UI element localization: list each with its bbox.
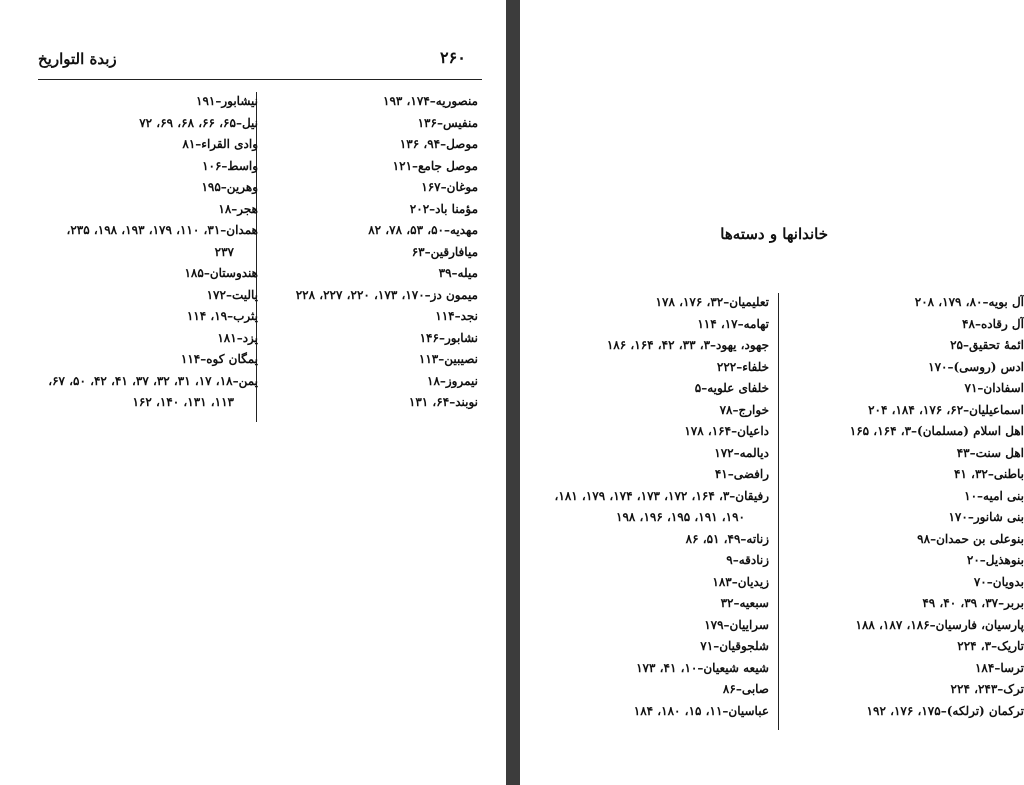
index-entry: خلفاء–۲۲۲: [716, 359, 769, 374]
index-entry: اسفادان–۷۱: [964, 381, 1024, 395]
index-entry: زنادقه–۹: [726, 553, 769, 567]
index-entry: وهرین–۱۹۵: [201, 180, 258, 194]
running-head-title: زبدة التواريخ: [38, 50, 117, 68]
index-entry: یالیت–۱۷۲: [206, 287, 258, 302]
index-entry: ادس (روسی)–۱۷۰: [928, 359, 1024, 374]
column-divider: [778, 293, 779, 730]
index-entry: نشابور–۱۴۶: [419, 330, 478, 345]
index-entry: نصیبین–۱۱۳: [418, 352, 478, 366]
index-entry: بنی امیه–۱۰: [964, 488, 1024, 503]
index-entry: نیل–۶۵، ۶۶، ۶۸، ۶۹، ۷۲: [139, 115, 258, 130]
index-entry-continuation: ۱۹۰، ۱۹۱، ۱۹۵، ۱۹۶، ۱۹۸: [616, 510, 745, 524]
index-entry: موصل–۹۴، ۱۳۶: [399, 137, 478, 151]
index-entry: زیدیان–۱۸۳: [712, 574, 769, 589]
right-page: [520, 0, 1024, 785]
index-entry: ترک–۲۴۳، ۲۲۴: [950, 682, 1024, 696]
index-entry: سبعیه–۳۲: [720, 596, 769, 610]
index-entry: میله–۳۹: [438, 266, 478, 280]
index-entry: همدان–۳۱، ۱۱۰، ۱۷۹، ۱۹۳، ۱۹۸، ۲۳۵،: [66, 223, 258, 237]
index-entry: نیشابور–۱۹۱: [196, 94, 258, 108]
index-entry: منصوریه–۱۷۴، ۱۹۳: [383, 94, 478, 108]
index-entry: واسط–۱۰۶: [202, 158, 258, 173]
index-entry: موغان–۱۶۷: [421, 180, 478, 194]
index-entry: بدویان–۷۰: [973, 574, 1024, 589]
index-entry: میمون دز–۱۷۰، ۱۷۳، ۲۲۰، ۲۲۷، ۲۲۸: [295, 287, 478, 302]
index-entry: تعلیمیان–۳۲، ۱۷۶، ۱۷۸: [655, 295, 769, 309]
index-entry: یزد–۱۸۱: [217, 330, 258, 345]
index-entry: داعیان–۱۶۴، ۱۷۸: [684, 424, 769, 438]
index-entry: نیمروز–۱۸: [427, 373, 478, 388]
index-entry: بنوهذیل–۲۰: [966, 553, 1024, 567]
index-entry: رافضی–۴۱: [714, 467, 769, 481]
index-entry: بربر–۳۷، ۳۹، ۴۰، ۴۹: [922, 596, 1024, 610]
index-entry: یمگان کوه–۱۱۴: [180, 352, 258, 366]
index-entry-continuation: ۲۳۷: [214, 244, 234, 259]
index-entry: خوارج–۷۸: [719, 402, 769, 417]
index-entry: تهامه–۱۷، ۱۱۴: [697, 316, 769, 331]
index-entry: آل بویه–۸۰، ۱۷۹، ۲۰۸: [914, 295, 1024, 309]
index-entry: هجر–۱۸: [218, 201, 258, 216]
index-entry: منفیس–۱۳۶: [417, 115, 478, 130]
index-entry: میافارقین–۶۳: [411, 244, 478, 259]
index-entry: سراییان–۱۷۹: [704, 617, 769, 632]
index-entry: بنی شانور–۱۷۰: [948, 510, 1024, 524]
index-entry: اهل سنت–۴۳: [956, 445, 1024, 460]
index-column-left: [547, 292, 769, 722]
index-entry: عباسیان–۱۱، ۱۵، ۱۸۰، ۱۸۴: [633, 703, 769, 718]
index-entry: مهدیه–۵۰، ۵۳، ۷۸، ۸۲: [368, 223, 478, 237]
index-entry: صابی–۸۶: [722, 682, 769, 696]
index-entry: اسماعیلیان–۶۲، ۱۷۶، ۱۸۴، ۲۰۴: [868, 402, 1024, 417]
index-entry: ترسا–۱۸۴: [974, 660, 1024, 675]
index-column-right: [834, 292, 1024, 722]
index-entry: ترکمان (ترلکه)–۱۷۵، ۱۷۶، ۱۹۲: [866, 703, 1024, 718]
index-entry: آل رقاده–۴۸: [962, 316, 1024, 331]
index-entry: یثرب–۱۹، ۱۱۴: [186, 309, 258, 323]
index-entry: هندوستان–۱۸۵: [184, 266, 258, 280]
index-entry: رفیقان–۳، ۱۶۴، ۱۷۲، ۱۷۳، ۱۷۴، ۱۷۹، ۱۸۱،: [554, 488, 769, 503]
index-entry: تاریک–۳، ۲۲۴: [957, 639, 1024, 653]
index-entry: زناته–۴۹، ۵۱، ۸۶: [685, 531, 769, 546]
index-column-left: [42, 91, 258, 414]
page-number: ۲۶۰: [440, 48, 466, 67]
index-entry: اهل اسلام (مسلمان)–۳، ۱۶۴، ۱۶۵: [849, 424, 1024, 438]
index-entry: جهود، یهود–۳، ۳۳، ۴۲، ۱۶۴، ۱۸۶: [606, 338, 769, 352]
index-entry: نجد–۱۱۴: [435, 309, 478, 323]
index-entry: موصل جامع–۱۲۱: [392, 158, 478, 173]
index-entry: دیالمه–۱۷۲: [714, 445, 769, 460]
index-column-right: [264, 91, 478, 414]
header-rule: [38, 79, 482, 80]
index-entry: ائمهٔ تحقیق–۲۵: [950, 338, 1024, 352]
index-entry: نوبند–۶۴، ۱۳۱: [408, 395, 478, 409]
index-entry: مؤمنا باد–۲۰۲: [409, 201, 478, 216]
index-entry: شلجوقیان–۷۱: [700, 639, 769, 653]
section-title: خاندانها و دسته‌ها: [720, 225, 828, 243]
index-entry-continuation: ۱۱۳، ۱۳۱، ۱۴۰، ۱۶۲: [132, 395, 234, 409]
index-entry: یمن–۱۸، ۱۷، ۳۱، ۳۲، ۳۷، ۴۱، ۴۲، ۵۰، ۶۷،: [48, 373, 258, 388]
index-entry: پارسیان، فارسیان–۱۸۶، ۱۸۷، ۱۸۸: [855, 617, 1024, 632]
index-entry: شیعه شیعیان–۱۰، ۴۱، ۱۷۳: [636, 660, 769, 675]
index-entry: بنوعلی بن حمدان–۹۸: [917, 531, 1024, 546]
index-entry: باطنی–۳۲، ۴۱: [953, 467, 1024, 481]
index-entry: خلفای علویه–۵: [694, 381, 769, 395]
index-entry: وادی القراء–۸۱: [182, 137, 258, 151]
left-page: [0, 0, 506, 785]
